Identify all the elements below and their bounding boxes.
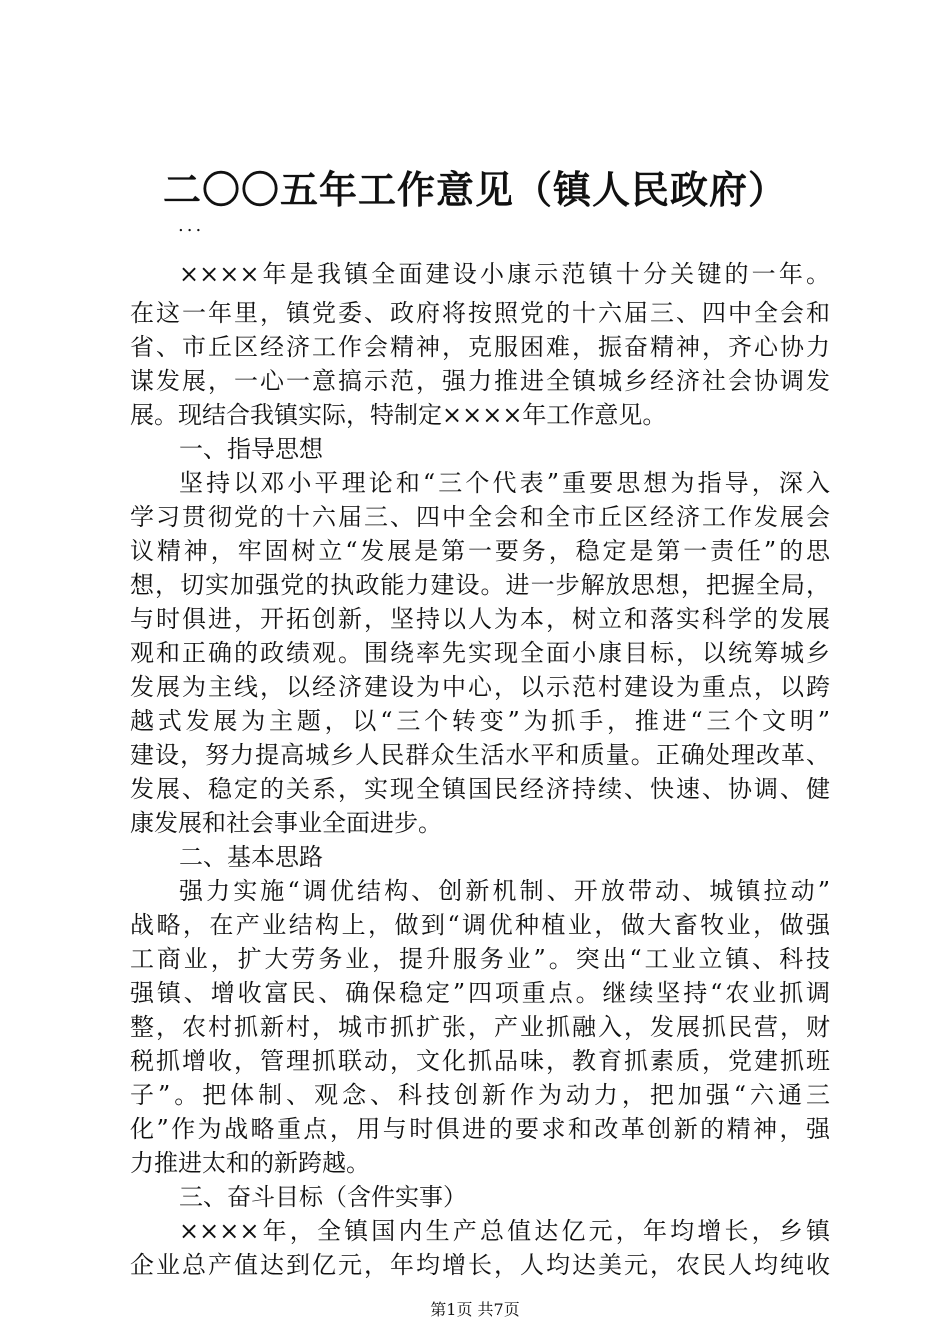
section1-line: 议精神，牢固树立“发展是第一要务，稳定是第一责任”的思 <box>130 537 830 565</box>
section2-line: 工商业，扩大劳务业，提升服务业”。突出“工业立镇、科技 <box>130 945 830 973</box>
section3-line: 企业总产值达到亿元，年均增长，人均达美元，农民人均纯收 <box>130 1251 830 1279</box>
section1-line: 与时俱进，开拓创新，坚持以人为本，树立和落实科学的发展 <box>130 605 830 633</box>
intro-line: 谋发展，一心一意搞示范，强力推进全镇城乡经济社会协调发 <box>130 367 830 395</box>
section1-line: 发展为主线，以经济建设为中心，以示范村建设为重点，以跨 <box>130 673 830 701</box>
section2-line: 税抓增收，管理抓联动，文化抓品味，教育抓素质，党建抓班 <box>130 1047 830 1075</box>
section2-line: 化”作为战略重点，用与时俱进的要求和改革创新的精神，强 <box>130 1115 830 1143</box>
section1-line: 学习贯彻党的十六届三、四中全会和全市丘区经济工作发展会 <box>130 503 830 531</box>
section1-line: 越式发展为主题，以“三个转变”为抓手，推进“三个文明” <box>130 707 830 735</box>
section2-line: 子”。把体制、观念、科技创新作为动力，把加强“六通三 <box>130 1081 830 1109</box>
section1-line: 康发展和社会事业全面进步。 <box>130 809 442 837</box>
section-heading-guiding-thought: 一、指导思想 <box>179 435 323 463</box>
section2-line: 力推进太和的新跨越。 <box>130 1149 370 1177</box>
section-heading-goals: 三、奋斗目标（含件实事） <box>179 1183 467 1211</box>
section2-line: 强镇、增收富民、确保稳定”四项重点。继续坚持“农业抓调 <box>130 979 830 1007</box>
section2-line: 战略，在产业结构上，做到“调优种植业，做大畜牧业，做强 <box>130 911 830 939</box>
intro-line: 在这一年里，镇党委、政府将按照党的十六届三、四中全会和 <box>130 299 830 327</box>
intro-line: 展。现结合我镇实际，特制定××××年工作意见。 <box>130 401 667 429</box>
intro-line: ××××年是我镇全面建设小康示范镇十分关键的一年。 <box>179 260 830 288</box>
section1-line: 发展、稳定的关系，实现全镇国民经济持续、快速、协调、健 <box>130 775 830 803</box>
ellipsis-mark: ... <box>178 215 205 236</box>
intro-line: 省、市丘区经济工作会精神，克服困难，振奋精神，齐心协力 <box>130 333 830 361</box>
section1-line: 建设，努力提高城乡人民群众生活水平和质量。正确处理改革、 <box>130 741 830 769</box>
document-title: 二〇〇五年工作意见（镇人民政府） <box>162 167 787 212</box>
section1-line: 坚持以邓小平理论和“三个代表”重要思想为指导，深入 <box>179 469 830 497</box>
section1-line: 想，切实加强党的执政能力建设。进一步解放思想，把握全局， <box>130 571 830 599</box>
section2-line: 整，农村抓新村，城市抓扩张，产业抓融入，发展抓民营，财 <box>130 1013 830 1041</box>
page-number-footer: 第1页 共7页 <box>430 1300 520 1319</box>
section1-line: 观和正确的政绩观。围绕率先实现全面小康目标，以统筹城乡 <box>130 639 830 667</box>
section-heading-basic-approach: 二、基本思路 <box>179 843 323 871</box>
section3-line: ××××年，全镇国内生产总值达亿元，年均增长，乡镇 <box>179 1217 830 1245</box>
section2-line: 强力实施“调优结构、创新机制、开放带动、城镇拉动” <box>179 877 830 905</box>
